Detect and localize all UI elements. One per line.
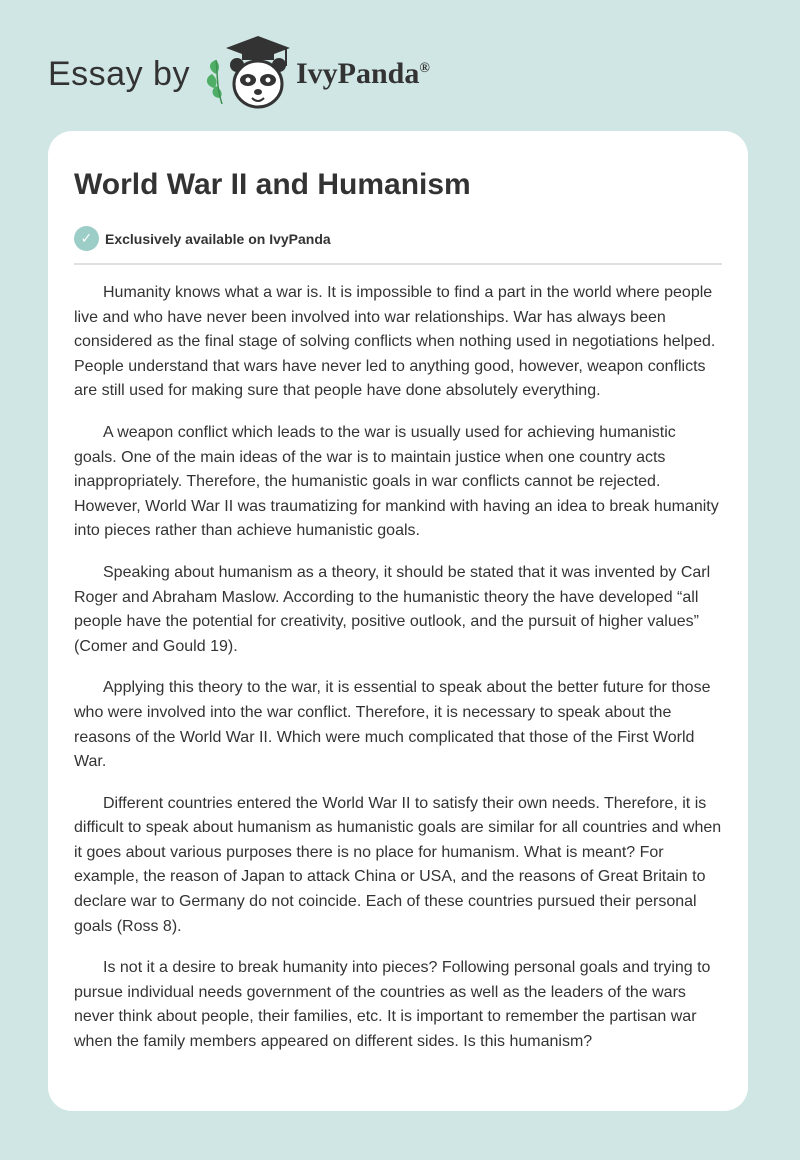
ivy-leaf-icon	[207, 60, 222, 104]
paragraph: Different countries entered the World War II to satisfy their own needs. Therefore, it is difficult to speak about humanism as humanistic goals are similar for all countries and when it goes about various purposes there is no place for humanism. What is meant? For example, the reason of Japan to attack China or USA, and the reasons of Great Britain to declare war to Germany do not coincide. Each of these countries pursued their personal goals (Ross 8).	[74, 794, 722, 935]
registered-mark: ®	[419, 61, 430, 76]
badge-text: Exclusively available on IvyPanda	[105, 230, 331, 247]
brand-prefix: Essay by	[48, 54, 190, 93]
brand-header[interactable]	[48, 34, 508, 114]
paragraph: Is not it a desire to break humanity into pieces? Following personal goals and trying to pursue individual needs government of the countries as well as the leaders of the wars never think about people, their families, etc. It is important to remember the partisan war when the family members appeared on different sides. Is this humanism?	[74, 959, 711, 1051]
paragraph: A weapon conflict which leads to the war is usually used for achieving humanistic goals. One of the main ideas of the war is to maintain justice when one country acts inappropriately. Therefore, the humanistic goals in war conflicts cannot be rejected. However, World War II was traumatizing for mankind with having an idea to break humanity into pieces rather than achieve humanistic goals.	[74, 423, 719, 540]
checkmark-icon: ✓	[74, 226, 99, 251]
brand-name: IvyPanda®	[295, 57, 430, 90]
divider	[74, 263, 722, 265]
paragraph: Humanity knows what a war is. It is impossible to find a part in the world where people live and who have never been involved into war relationships. War has always been considered as the final stage of solving conflicts when nothing used in negotiations helped. People understand that wars have never led to anything good, however, weapon conflicts are still used for making sure that people have done absolutely everything.	[74, 284, 716, 400]
essay-card	[48, 131, 748, 1111]
essay-title: World War II and Humanism	[74, 168, 471, 201]
paragraph: Speaking about humanism as a theory, it should be stated that it was invented by Carl Roger and Abraham Maslow. According to the humanistic theory the have developed “all people have the potential for creativity, positive outlook, and the pursuit of higher values” (Comer and Gould 19).	[74, 563, 711, 655]
paragraph: Applying this theory to the war, it is essential to speak about the better future for those who were involved into the war conflict. Therefore, it is necessary to speak about the reasons of the World War II. Which were much complicated that those of the First World War.	[74, 679, 711, 771]
panda-graduate-icon	[204, 34, 292, 114]
exclusive-badge	[74, 226, 722, 251]
